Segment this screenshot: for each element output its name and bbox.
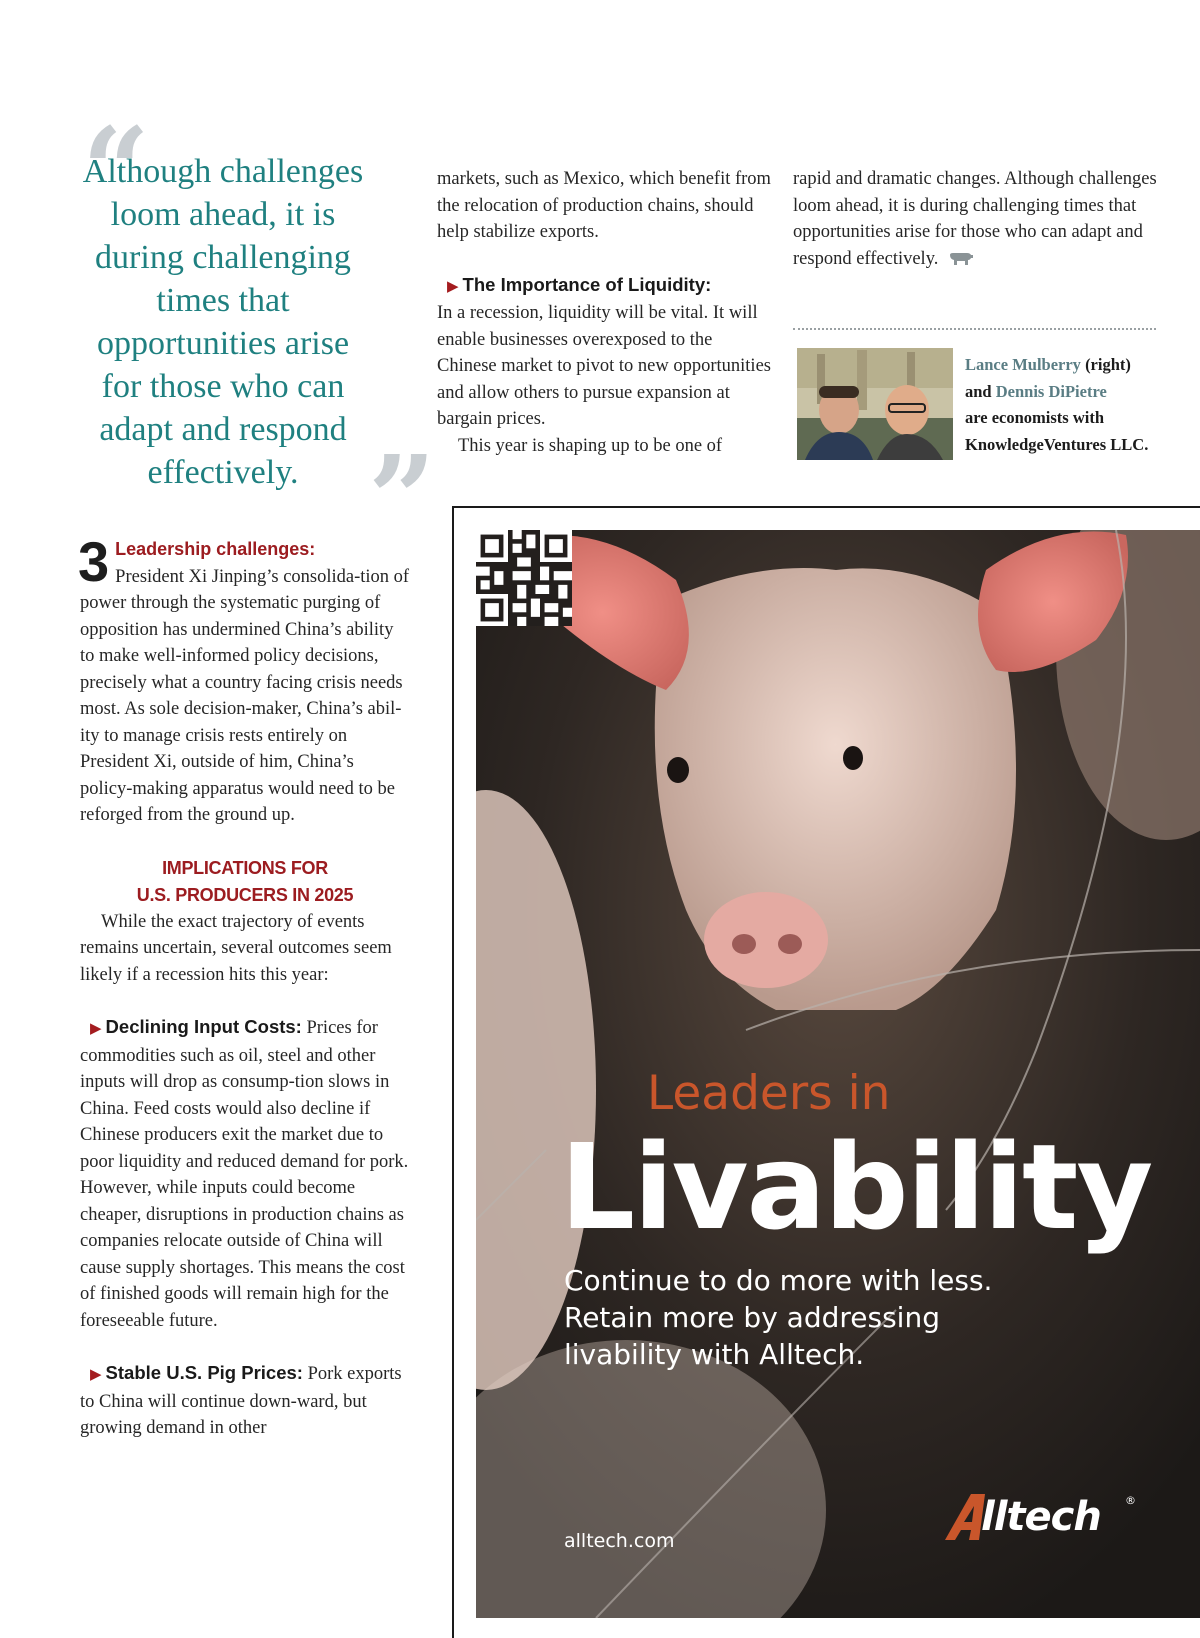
declining-costs-paragraph — [80, 1014, 410, 1334]
section-3 — [78, 530, 410, 829]
bio-divider — [793, 328, 1156, 330]
ad-kicker: Leaders in — [647, 1066, 891, 1121]
stable-prices-body: Pork exports to China will continue down-ward, but growing demand in other — [80, 1364, 402, 1438]
quote-open-icon: “ — [82, 101, 150, 240]
declining-costs-body: Prices for commodities such as oil, steel and other inputs will drop as consump-tion slows in China. Feed costs would also decline if Chinese producers exit the market due to poor liquidity and reduced demand for pork. However, while inputs could become cheaper, disruptions in production chains as companies relocate outside of China will cause supply shortages. This means the cost of finished goods will remain high for the foreseeable future. — [80, 1018, 409, 1331]
alltech-logo[interactable] — [941, 1488, 1141, 1548]
ad-body: Continue to do more with less. Retain more by addressing livability with Alltech. — [564, 1264, 993, 1371]
triangle-bullet-icon: ▶ — [90, 1367, 102, 1383]
declining-costs-heading: Declining Input Costs: — [105, 1016, 302, 1037]
liquidity-paragraph — [437, 272, 772, 433]
right-column — [793, 166, 1163, 272]
quote-close-icon: ” — [368, 429, 436, 568]
author-bio — [965, 352, 1180, 458]
pig-end-icon — [948, 252, 974, 266]
author-name-1: Lance Mulberry — [965, 355, 1081, 374]
triangle-bullet-icon: ▶ — [90, 1021, 102, 1037]
middle-column — [437, 166, 772, 459]
pull-quote — [78, 150, 368, 494]
section-body: President Xi Jinping’s consolida-tion of power through the systematic purging of opposition has undermined China’s ability to make well-informed policy decisions, precisely what a country facing crisis needs most. As sole decision-maker, China’s abil-ity to manage crisis rests entirely on President Xi, outside of him, China’s policy-making apparatus would need to be reforged from the ground up. — [80, 566, 410, 825]
pull-quote-text: Although challenges loom ahead, it is during challenging times that opportunities arise for those who can adapt and respond effectively. — [82, 153, 364, 491]
bio-and: and — [965, 381, 992, 401]
implications-heading-line2: U.S. PRODUCERS IN 2025 — [136, 884, 354, 905]
closing-text: rapid and dramatic changes. Although challenges loom ahead, it is during challenging times that opportunities arise for those who can adapt and respond effectively. — [793, 169, 1157, 269]
closing-paragraph — [793, 166, 1163, 272]
triangle-bullet-icon: ▶ — [447, 278, 459, 295]
qr-code-icon[interactable] — [476, 530, 572, 626]
author-1-note: (right) — [1085, 355, 1131, 374]
ad-title: Livability — [560, 1118, 1152, 1256]
logo-text: lltech — [981, 1494, 1101, 1540]
implications-heading-line1: IMPLICATIONS FOR — [162, 857, 328, 878]
continuation-paragraph: markets, such as Mexico, which benefit from the relocation of production chains, should help stabilize exports. — [437, 169, 771, 242]
implications-intro: While the exact trajectory of events remains uncertain, several outcomes seem likely if a recession hits this year: — [80, 911, 392, 985]
section-number: 3 — [78, 530, 110, 593]
section-heading: Leadership challenges: — [115, 539, 316, 559]
implications-heading — [80, 855, 410, 909]
left-column — [78, 530, 410, 1442]
bio-rest: are economists with KnowledgeVentures LLC. — [965, 408, 1149, 454]
registered-mark: ® — [1125, 1494, 1136, 1507]
liquidity-body: In a recession, liquidity will be vital. It will enable businesses overexposed to the Chinese market to pivot to new opportunities and allow others to pursue expansion at bargain prices. — [437, 303, 771, 429]
ad-url-link[interactable]: alltech.com — [564, 1530, 675, 1552]
author-photo — [797, 348, 953, 460]
alltech-advertisement[interactable] — [476, 530, 1200, 1618]
author-name-2: Dennis DiPietre — [995, 381, 1107, 401]
stable-prices-heading: Stable U.S. Pig Prices: — [105, 1362, 303, 1383]
year-line: This year is shaping up to be one of — [458, 435, 723, 456]
stable-prices-paragraph — [80, 1360, 410, 1442]
liquidity-heading: The Importance of Liquidity: — [462, 273, 712, 295]
